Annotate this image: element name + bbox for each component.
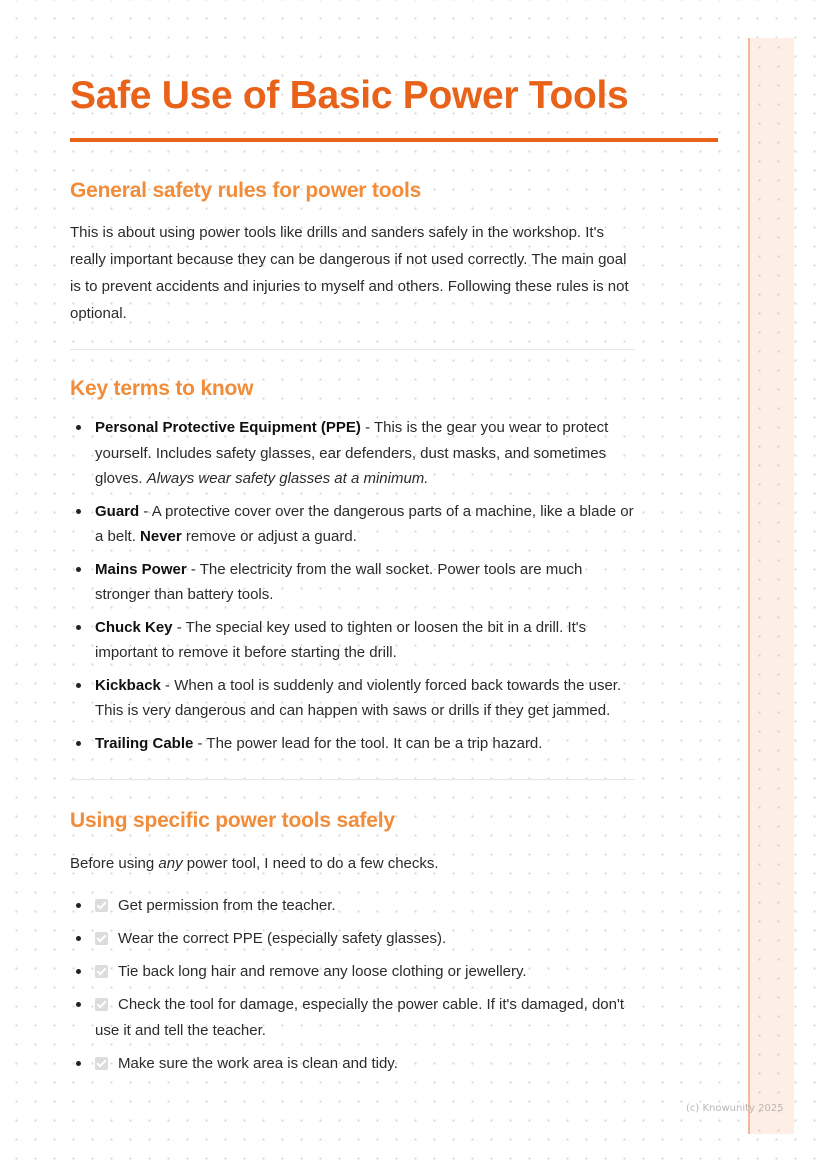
checkbox-checked-icon[interactable] bbox=[95, 998, 108, 1011]
term-name: Kickback bbox=[95, 676, 161, 694]
document-content bbox=[70, 70, 635, 1084]
bullet bbox=[76, 969, 81, 974]
term-note: Always wear safety glasses at a minimum. bbox=[146, 470, 429, 487]
intro-text: Before using bbox=[70, 855, 159, 872]
bullet bbox=[76, 625, 81, 630]
section-heading-terms: Key terms to know bbox=[70, 377, 254, 400]
term-definition: - A protective cover over the dangerous parts of a machine, like a blade or a belt. bbox=[95, 502, 634, 545]
key-terms-list bbox=[70, 415, 635, 756]
term-emphasis: Never bbox=[140, 528, 182, 545]
bullet bbox=[76, 509, 81, 514]
bullet bbox=[76, 1061, 81, 1066]
list-item bbox=[70, 731, 635, 757]
bullet bbox=[76, 936, 81, 941]
term-definition: - The special key used to tighten or loosen the bit in a drill. It's important to remove it before starting the drill. bbox=[95, 618, 587, 661]
section-divider bbox=[70, 349, 635, 350]
term-name: Guard bbox=[95, 502, 140, 520]
checkbox-checked-icon[interactable] bbox=[95, 965, 108, 978]
margin-strip bbox=[748, 38, 794, 1134]
term-name: Mains Power bbox=[95, 560, 187, 578]
checklist-label: Get permission from the teacher. bbox=[118, 897, 336, 914]
term-definition: - The electricity from the wall socket. Power tools are much stronger than battery tools. bbox=[95, 560, 583, 603]
list-item bbox=[70, 415, 635, 492]
section-divider bbox=[70, 779, 635, 780]
checkbox-checked-icon[interactable] bbox=[95, 899, 108, 912]
checklist bbox=[70, 893, 635, 1076]
general-paragraph: This is about using power tools like drills and sanders safely in the workshop. It's really important because they can be dangerous if not used correctly. The main goal is to prevent accidents and injuries to myself and others. Following these rules is not optional. bbox=[70, 224, 629, 322]
term-name: Personal Protective Equipment (PPE) bbox=[95, 419, 361, 436]
title-underline bbox=[70, 138, 718, 142]
list-item bbox=[70, 673, 635, 724]
section-heading-specific: Using specific power tools safely bbox=[70, 809, 395, 832]
bullet bbox=[76, 567, 81, 572]
term-definition: - The power lead for the tool. It can be a trip hazard. bbox=[193, 734, 543, 752]
checks-intro bbox=[70, 850, 635, 877]
checkbox-checked-icon[interactable] bbox=[95, 932, 108, 945]
bullet bbox=[76, 425, 81, 430]
bullet bbox=[76, 683, 81, 688]
copyright-footer: (c) Knowunity 2025 bbox=[686, 1103, 784, 1114]
intro-emphasis: any bbox=[158, 855, 183, 872]
page-title: Safe Use of Basic Power Tools bbox=[70, 74, 629, 117]
checklist-label: Tie back long hair and remove any loose clothing or jewellery. bbox=[118, 963, 527, 980]
checklist-item bbox=[70, 1051, 635, 1077]
term-definition-end: remove or adjust a guard. bbox=[181, 528, 357, 545]
checkbox-checked-icon[interactable] bbox=[95, 1057, 108, 1070]
checklist-label: Check the tool for damage, especially the power cable. If it's damaged, don't use it and tell the teacher. bbox=[95, 996, 625, 1039]
checklist-item bbox=[70, 959, 635, 985]
checklist-label: Make sure the work area is clean and tidy. bbox=[118, 1054, 398, 1072]
checklist-label: Wear the correct PPE (especially safety glasses). bbox=[118, 930, 447, 947]
checklist-item bbox=[70, 926, 635, 952]
section-heading-general: General safety rules for power tools bbox=[70, 179, 422, 202]
list-item bbox=[70, 615, 635, 666]
term-definition: - This is the gear you wear to protect yourself. Includes safety glasses, ear defenders, dust masks, and sometimes gloves. bbox=[95, 419, 609, 487]
term-name: Chuck Key bbox=[95, 618, 173, 636]
checklist-item bbox=[70, 992, 635, 1043]
bullet bbox=[76, 903, 81, 908]
bullet bbox=[76, 741, 81, 746]
intro-text-end: power tool, I need to do a few checks. bbox=[182, 855, 439, 872]
list-item bbox=[70, 499, 635, 550]
term-name: Trailing Cable bbox=[95, 734, 194, 752]
term-definition: - When a tool is suddenly and violently forced back towards the user. This is very dangerous and can happen with saws or drills if they get jammed. bbox=[95, 676, 622, 719]
checklist-item bbox=[70, 893, 635, 919]
list-item bbox=[70, 557, 635, 608]
bullet bbox=[76, 1002, 81, 1007]
